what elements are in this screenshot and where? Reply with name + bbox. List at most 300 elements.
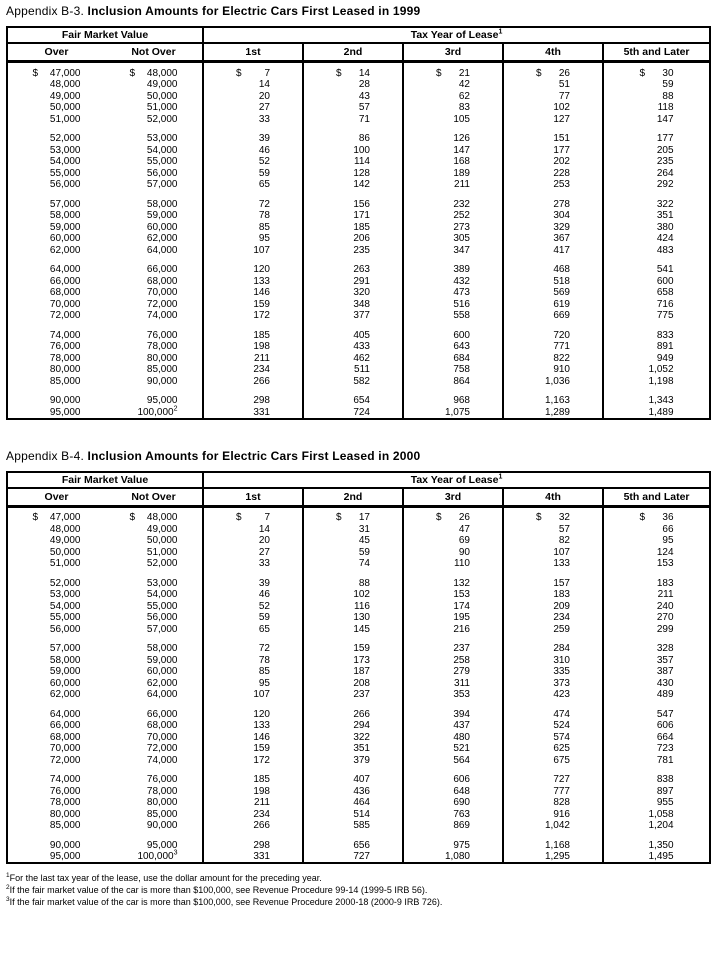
- column-header-2nd: 2nd: [303, 43, 403, 62]
- cell-value: 47,000: [49, 67, 81, 79]
- table-cell: [603, 831, 710, 851]
- cell-value: 72: [258, 643, 270, 654]
- table-cell: [7, 797, 105, 809]
- table-cell: [303, 387, 403, 407]
- table-cell: [203, 797, 303, 809]
- cell-value: 57: [558, 523, 570, 535]
- cell-value: 357: [656, 654, 674, 666]
- cell-value: 76,000: [49, 341, 81, 352]
- cell-value: 60,000: [49, 677, 81, 689]
- table-cell: [403, 851, 503, 864]
- cell-value: 90: [458, 546, 470, 558]
- table-cell: [403, 256, 503, 276]
- table-row: [7, 820, 710, 832]
- table-cell: [303, 677, 403, 689]
- cell-value: 14: [258, 79, 270, 90]
- cell-value: 1,052: [648, 364, 674, 375]
- cell-value: 57,000: [146, 179, 178, 190]
- cell-value: 145: [353, 623, 370, 635]
- table-cell: [503, 90, 603, 102]
- table-cell: [303, 375, 403, 387]
- cell-value: 52: [258, 600, 270, 612]
- cell-value: 273: [453, 221, 470, 233]
- cell-value: 124: [656, 546, 674, 558]
- table-cell: [403, 623, 503, 635]
- table-cell: [105, 700, 203, 720]
- table-cell: [503, 506, 603, 523]
- cell-value: 65: [258, 623, 270, 635]
- cell-value: 389: [453, 264, 470, 275]
- table-cell: [603, 244, 710, 256]
- cell-value: 72,000: [146, 743, 178, 754]
- cell-value: 70,000: [49, 298, 81, 310]
- cell-value: 53,000: [146, 133, 178, 144]
- cell-value: 1,163: [544, 395, 570, 406]
- title-main-b4: Inclusion Amounts for Electric Cars First Leased in 2000: [87, 448, 421, 463]
- cell-value: 59: [258, 167, 270, 179]
- table-cell: [7, 831, 105, 851]
- cell-value: 85,000: [146, 364, 178, 375]
- cell-value: 118: [657, 102, 674, 113]
- table-cell: [503, 635, 603, 655]
- title-prefix-b3: Appendix B-3.: [6, 4, 84, 18]
- table-cell: [303, 700, 403, 720]
- table-cell: [503, 375, 603, 387]
- cell-value: 49,000: [146, 79, 178, 90]
- table-cell: [7, 766, 105, 786]
- table-row: [7, 558, 710, 570]
- table-cell: [603, 90, 710, 102]
- table-cell: [403, 244, 503, 256]
- table-cell: [603, 635, 710, 655]
- cell-value: 48,000: [49, 79, 81, 90]
- cell-value: 394: [453, 708, 470, 720]
- table-cell: [105, 244, 203, 256]
- table-cell: [105, 364, 203, 376]
- cell-value: 69: [458, 535, 470, 546]
- table-cell: [203, 720, 303, 732]
- table-cell: [603, 179, 710, 191]
- cell-value: 107: [253, 244, 270, 256]
- table-row: [7, 352, 710, 364]
- table-cell: [503, 321, 603, 341]
- cell-value: 541: [656, 264, 674, 275]
- cell-value: 270: [656, 612, 674, 623]
- cell-value: 58,000: [49, 654, 81, 666]
- cell-value: 206: [353, 233, 370, 244]
- cell-value: 763: [453, 808, 470, 820]
- cell-value: 100: [353, 144, 370, 156]
- cell-value: 114: [354, 156, 370, 167]
- table-cell: [303, 102, 403, 114]
- cell-value: 720: [553, 329, 570, 341]
- cell-value: 864: [453, 375, 470, 387]
- table-cell: [403, 654, 503, 666]
- table-cell: [503, 731, 603, 743]
- cell-value: 329: [553, 221, 570, 233]
- table-cell: [603, 797, 710, 809]
- dollar-sign: $: [32, 512, 39, 523]
- table-cell: [105, 743, 203, 755]
- cell-value: 95: [258, 233, 270, 244]
- cell-value: 299: [656, 623, 674, 635]
- cell-value: 56,000: [146, 612, 178, 623]
- cell-value: 78,000: [49, 797, 81, 808]
- cell-value: 869: [453, 820, 470, 831]
- cell-value: 58,000: [146, 198, 178, 210]
- cell-value: 1,168: [544, 839, 570, 851]
- table-row: [7, 766, 710, 786]
- tax-year-of-lease-header: Tax Year of Lease$^1$: [203, 27, 710, 43]
- cell-value: 146: [253, 731, 270, 743]
- table-title-b4: [6, 449, 715, 463]
- table-cell: [403, 785, 503, 797]
- cell-value: 266: [353, 708, 370, 720]
- table-cell: [503, 523, 603, 535]
- table-cell: [105, 808, 203, 820]
- cell-value: 90,000: [146, 820, 178, 831]
- table-cell: [303, 167, 403, 179]
- table-cell: [403, 387, 503, 407]
- table-cell: [203, 144, 303, 156]
- table-cell: [303, 754, 403, 766]
- cell-value: 234: [553, 612, 570, 623]
- table-row: [7, 102, 710, 114]
- cell-value: 211: [254, 797, 270, 808]
- table-cell: [603, 569, 710, 589]
- dollar-sign: $: [32, 67, 39, 79]
- column-header-3rd: 3rd: [403, 488, 503, 507]
- table-cell: [403, 62, 503, 79]
- cell-value: 625: [553, 743, 570, 754]
- cell-value: 49,000: [49, 535, 81, 546]
- table-cell: [603, 731, 710, 743]
- cell-value: 90,000: [49, 395, 81, 406]
- cell-value: 433: [353, 341, 370, 352]
- cell-value: 331: [253, 851, 270, 862]
- cell-value: 33: [258, 558, 270, 569]
- table-cell: [403, 352, 503, 364]
- cell-value: 95,000: [49, 851, 81, 862]
- cell-value: 83: [458, 102, 470, 113]
- cell-value: 211: [254, 352, 270, 364]
- table-cell: [203, 623, 303, 635]
- table-cell: [403, 689, 503, 701]
- cell-value: 407: [353, 774, 370, 785]
- table-cell: [7, 364, 105, 376]
- table-cell: [303, 221, 403, 233]
- table-cell: [303, 797, 403, 809]
- table-cell: [105, 310, 203, 322]
- cell-value: 76,000: [146, 329, 178, 341]
- footnote-ref: 3: [173, 849, 178, 857]
- table-cell: [603, 700, 710, 720]
- table-cell: [403, 90, 503, 102]
- table-cell: [7, 221, 105, 233]
- cell-value: 66,000: [146, 708, 178, 720]
- table-cell: [403, 589, 503, 601]
- cell-value: 474: [553, 708, 570, 720]
- cell-value: 62: [458, 90, 470, 102]
- cell-value: 95,000: [146, 395, 178, 406]
- table-cell: [503, 406, 603, 419]
- table-cell: [503, 210, 603, 222]
- cell-value: 727: [553, 774, 570, 785]
- table-cell: [303, 406, 403, 419]
- cell-value: 85,000: [49, 375, 81, 387]
- table-cell: [303, 125, 403, 145]
- table-cell: [303, 79, 403, 91]
- table-cell: [7, 689, 105, 701]
- table-row: [7, 743, 710, 755]
- column-header-over: Over: [7, 43, 105, 62]
- table-row: [7, 689, 710, 701]
- cell-value: 62,000: [146, 233, 178, 244]
- table-cell: [203, 275, 303, 287]
- table-cell: [105, 546, 203, 558]
- table-cell: [203, 341, 303, 353]
- table-cell: [203, 831, 303, 851]
- table-cell: [303, 666, 403, 678]
- table-row: [7, 233, 710, 245]
- table-cell: [503, 666, 603, 678]
- cell-value: 51: [558, 79, 570, 90]
- table-cell: [203, 851, 303, 864]
- table-row: [7, 677, 710, 689]
- cell-value: 648: [453, 785, 470, 797]
- table-cell: [203, 125, 303, 145]
- cell-value: 775: [656, 310, 674, 321]
- cell-value: 70,000: [146, 731, 178, 743]
- cell-value: 380: [656, 221, 674, 233]
- table-cell: [403, 523, 503, 535]
- table-cell: [7, 113, 105, 125]
- table-cell: [403, 321, 503, 341]
- cell-value: 59,000: [49, 221, 81, 233]
- table-cell: [7, 506, 105, 523]
- table-cell: [105, 90, 203, 102]
- table-row: [7, 310, 710, 322]
- cell-value: 771: [553, 341, 570, 352]
- table-cell: [403, 375, 503, 387]
- table-cell: [403, 125, 503, 145]
- cell-value: 53,000: [49, 144, 81, 156]
- table-cell: [7, 341, 105, 353]
- cell-value: 105: [453, 113, 470, 125]
- column-header-1st: 1st: [203, 43, 303, 62]
- table-cell: [503, 190, 603, 210]
- table-cell: [503, 102, 603, 114]
- cell-value: 833: [656, 329, 674, 341]
- table-cell: [303, 820, 403, 832]
- cell-value: 187: [353, 666, 370, 677]
- cell-value: 483: [656, 244, 674, 256]
- table-cell: [403, 298, 503, 310]
- cell-value: 211: [454, 179, 470, 190]
- table-row: [7, 298, 710, 310]
- cell-value: 781: [656, 754, 674, 766]
- table-cell: [403, 275, 503, 287]
- cell-value: 183: [553, 589, 570, 600]
- table-cell: [105, 754, 203, 766]
- table-cell: [403, 600, 503, 612]
- cell-value: 48,000: [146, 512, 178, 523]
- table-cell: [7, 79, 105, 91]
- cell-value: 335: [553, 666, 570, 677]
- table-row: [7, 244, 710, 256]
- table-cell: [7, 256, 105, 276]
- table-cell: [403, 406, 503, 419]
- table-cell: [105, 535, 203, 547]
- table-title-b3: [6, 4, 715, 18]
- table-cell: [403, 820, 503, 832]
- cell-value: 56,000: [49, 179, 81, 190]
- table-cell: [403, 156, 503, 168]
- table-cell: [7, 851, 105, 864]
- cell-value: 524: [553, 720, 570, 731]
- table-cell: [7, 612, 105, 624]
- cell-value: 52,000: [49, 133, 81, 144]
- cell-value: 100,000: [137, 851, 174, 862]
- column-header-2nd: 2nd: [303, 488, 403, 507]
- table-cell: [105, 612, 203, 624]
- cell-value: 464: [353, 797, 370, 808]
- cell-value: 56,000: [49, 623, 81, 635]
- column-header-4th: 4th: [503, 43, 603, 62]
- cell-value: 377: [353, 310, 370, 321]
- table-cell: [503, 387, 603, 407]
- dollar-sign: $: [536, 67, 542, 79]
- table-cell: [503, 808, 603, 820]
- table-cell: [503, 785, 603, 797]
- cell-value: 1,343: [648, 395, 674, 406]
- cell-value: 55,000: [49, 612, 81, 623]
- table-cell: [203, 523, 303, 535]
- table-cell: [403, 720, 503, 732]
- cell-value: 46: [258, 589, 270, 600]
- table-cell: [7, 210, 105, 222]
- table-cell: [603, 256, 710, 276]
- table-cell: [203, 364, 303, 376]
- table-cell: [7, 233, 105, 245]
- cell-value: 17: [358, 512, 370, 523]
- table-cell: [203, 233, 303, 245]
- table-cell: [303, 731, 403, 743]
- cell-value: 59: [358, 546, 370, 558]
- table-cell: [203, 190, 303, 210]
- table-cell: [403, 287, 503, 299]
- cell-value: 547: [656, 708, 674, 720]
- cell-value: 600: [656, 275, 674, 287]
- table-cell: [105, 341, 203, 353]
- cell-value: 50,000: [49, 546, 81, 558]
- cell-value: 910: [553, 364, 570, 375]
- table-cell: [503, 364, 603, 376]
- cell-value: 564: [453, 754, 470, 766]
- cell-value: 65: [258, 179, 270, 190]
- cell-value: 82: [558, 535, 570, 546]
- cell-value: 52: [258, 156, 270, 167]
- table-row: [7, 387, 710, 407]
- cell-value: 198: [253, 341, 270, 352]
- cell-value: 606: [656, 720, 674, 731]
- cell-value: 42: [458, 79, 470, 90]
- cell-value: 49,000: [49, 90, 81, 102]
- table-cell: [503, 766, 603, 786]
- table-cell: [303, 156, 403, 168]
- cell-value: 423: [553, 689, 570, 700]
- table-cell: [303, 144, 403, 156]
- cell-value: 521: [453, 743, 470, 754]
- cell-value: 62,000: [49, 244, 81, 256]
- cell-value: 322: [656, 198, 674, 210]
- cell-value: 298: [253, 395, 270, 406]
- table-row: [7, 600, 710, 612]
- cell-value: 437: [453, 720, 470, 731]
- table-cell: [603, 623, 710, 635]
- table-cell: [503, 851, 603, 864]
- cell-value: 480: [453, 731, 470, 743]
- table-cell: [303, 364, 403, 376]
- table-cell: [603, 233, 710, 245]
- table-cell: [105, 102, 203, 114]
- cell-value: 14: [258, 523, 270, 535]
- dollar-sign: $: [129, 512, 136, 523]
- table-cell: [303, 600, 403, 612]
- table-cell: [303, 352, 403, 364]
- table-cell: [503, 79, 603, 91]
- table-cell: [7, 321, 105, 341]
- cell-value: 514: [353, 808, 370, 820]
- dollar-sign: $: [436, 67, 442, 79]
- cell-value: 656: [353, 839, 370, 851]
- table-cell: [7, 654, 105, 666]
- cell-value: 216: [453, 623, 470, 635]
- table-cell: [503, 275, 603, 287]
- table-cell: [403, 310, 503, 322]
- cell-value: 46: [258, 144, 270, 156]
- table-cell: [303, 190, 403, 210]
- table-cell: [7, 623, 105, 635]
- table-cell: [503, 831, 603, 851]
- cell-value: 263: [353, 264, 370, 275]
- cell-value: 74,000: [49, 774, 81, 785]
- table-cell: [603, 720, 710, 732]
- table-cell: [403, 190, 503, 210]
- cell-value: 1,289: [544, 406, 570, 418]
- table-cell: [303, 851, 403, 864]
- cell-value: 838: [656, 774, 674, 785]
- table-cell: [105, 785, 203, 797]
- cell-value: 172: [253, 754, 270, 766]
- cell-value: 758: [453, 364, 470, 375]
- cell-value: 684: [453, 352, 470, 364]
- cell-value: 1,036: [544, 375, 570, 387]
- fair-market-value-header: Fair Market Value: [7, 27, 203, 43]
- table-cell: [105, 666, 203, 678]
- cell-value: 14: [358, 67, 370, 79]
- table-cell: [503, 623, 603, 635]
- cell-value: 59,000: [146, 210, 178, 221]
- table-cell: [503, 298, 603, 310]
- cell-value: 7: [264, 512, 270, 523]
- table-cell: [503, 754, 603, 766]
- cell-value: 55,000: [146, 600, 178, 612]
- table-cell: [403, 831, 503, 851]
- cell-value: 968: [453, 395, 470, 406]
- table-cell: [105, 62, 203, 79]
- dollar-sign: $: [336, 67, 342, 79]
